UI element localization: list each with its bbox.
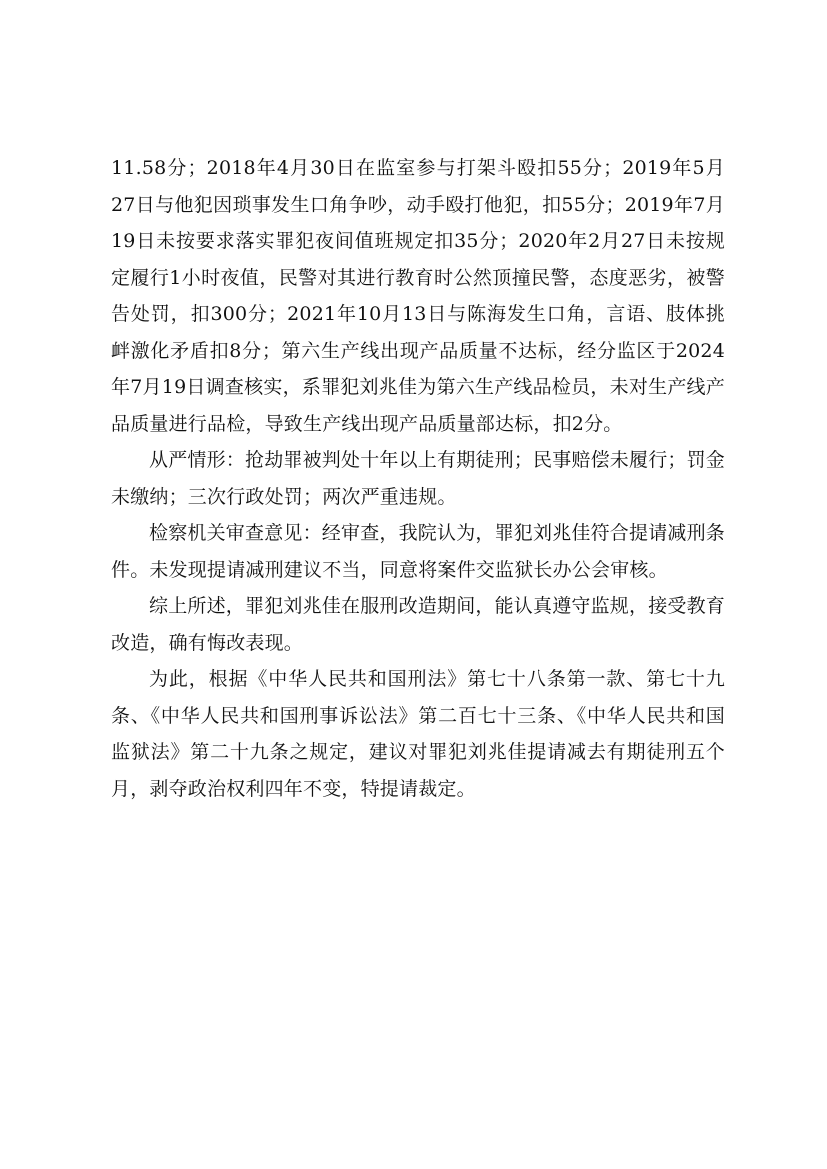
paragraph-strict-circumstances: 从严情形：抢劫罪被判处十年以上有期徒刑；民事赔偿未履行；罚金未缴纳；三次行政处罚；两次严重违规。 xyxy=(111,449,726,508)
paragraph-summary: 综上所述，罪犯刘兆佳在服刑改造期间，能认真遵守监规，接受教育改造，确有悔改表现。 xyxy=(111,595,726,654)
document-body xyxy=(111,150,725,807)
paragraph-recommendation: 为此，根据《中华人民共和国刑法》第七十八条第一款、第七十九条、《中华人民共和国刑事诉讼法》第二百七十三条、《中华人民共和国监狱法》第二十九条之规定，建议对罪犯刘兆佳提请减去有期徒刑五个月，剥夺政治权利四年不变，特提请裁定。 xyxy=(111,668,725,800)
paragraph-deduction-record: 11.58分；2018年4月30日在监室参与打架斗殴扣55分；2019年5月27日与他犯因琐事发生口角争吵，动手殴打他犯，扣55分；2019年7月19日未按要求落实罪犯夜间值班规定扣35分；2020年2月27日未按规定履行1小时夜值，民警对其进行教育时公然顶撞民警，态度恶劣，被警告处罚，扣300分；2021年10月13日与陈海发生口角，言语、肢体挑衅激化矛盾扣8分；第六生产线出现产品质量不达标，经分监区于2024年7月19日调查核实，系罪犯刘兆佳为第六生产线品检员，未对生产线产品质量进行品检，导致生产线出现产品质量部达标，扣2分。 xyxy=(111,157,725,435)
paragraph-procuratorate-opinion: 检察机关审查意见：经审查，我院认为，罪犯刘兆佳符合提请减刑条件。未发现提请减刑建议不当，同意将案件交监狱长办公会审核。 xyxy=(111,522,726,581)
